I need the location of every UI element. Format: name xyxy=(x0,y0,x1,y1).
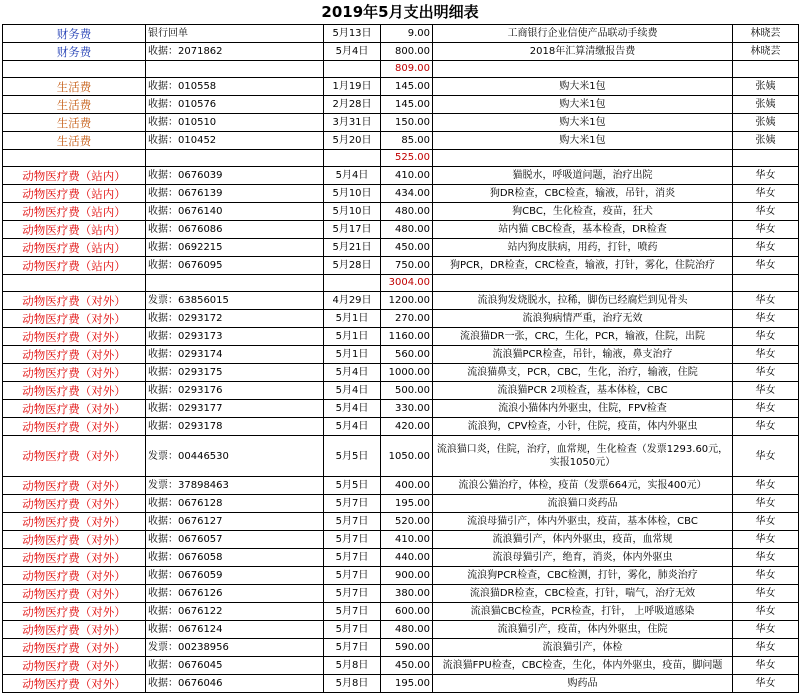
receipt-cell: 发票：63856015 xyxy=(146,292,324,310)
table-row xyxy=(3,549,799,567)
empty-cell xyxy=(146,275,324,292)
amount-cell: 520.00 xyxy=(381,513,433,531)
date-cell: 5月10日 xyxy=(324,203,381,221)
table-row xyxy=(3,400,799,418)
description-cell: 流浪小猫体内外驱虫，住院，FPV检查 xyxy=(433,400,733,418)
date-cell: 4月29日 xyxy=(324,292,381,310)
table-row xyxy=(3,639,799,657)
category-cell: 动物医疗费（对外） xyxy=(3,549,146,567)
amount-cell: 195.00 xyxy=(381,675,433,693)
person-cell: 华女 xyxy=(733,203,799,221)
subtotal-cell: 525.00 xyxy=(381,150,433,167)
table-row xyxy=(3,25,799,43)
table-row xyxy=(3,96,799,114)
person-cell: 华女 xyxy=(733,513,799,531)
date-cell: 3月31日 xyxy=(324,114,381,132)
subtotal-cell: 809.00 xyxy=(381,61,433,78)
empty-cell xyxy=(733,150,799,167)
category-cell: 动物医疗费（对外） xyxy=(3,382,146,400)
category-cell: 动物医疗费（对外） xyxy=(3,477,146,495)
table-row xyxy=(3,621,799,639)
amount-cell: 900.00 xyxy=(381,567,433,585)
description-cell: 流浪猫PCR检查，吊针，输液，鼻支治疗 xyxy=(433,346,733,364)
table-row xyxy=(3,292,799,310)
date-cell: 5月4日 xyxy=(324,167,381,185)
receipt-cell: 收据：010576 xyxy=(146,96,324,114)
person-cell: 华女 xyxy=(733,328,799,346)
category-cell: 动物医疗费（对外） xyxy=(3,418,146,436)
person-cell: 华女 xyxy=(733,221,799,239)
date-cell: 1月19日 xyxy=(324,78,381,96)
empty-cell xyxy=(324,150,381,167)
amount-cell: 150.00 xyxy=(381,114,433,132)
amount-cell: 500.00 xyxy=(381,382,433,400)
table-row xyxy=(3,513,799,531)
receipt-cell: 收据：010558 xyxy=(146,78,324,96)
table-row xyxy=(3,43,799,61)
amount-cell: 600.00 xyxy=(381,603,433,621)
receipt-cell: 收据：0676039 xyxy=(146,167,324,185)
person-cell: 华女 xyxy=(733,657,799,675)
table-row xyxy=(3,132,799,150)
receipt-cell: 收据：0293175 xyxy=(146,364,324,382)
date-cell: 5月7日 xyxy=(324,549,381,567)
date-cell: 5月4日 xyxy=(324,43,381,61)
date-cell: 5月28日 xyxy=(324,257,381,275)
table-row xyxy=(3,585,799,603)
category-cell: 动物医疗费（站内） xyxy=(3,257,146,275)
empty-cell xyxy=(146,150,324,167)
date-cell: 5月7日 xyxy=(324,585,381,603)
category-cell: 动物医疗费（对外） xyxy=(3,292,146,310)
category-cell: 动物医疗费（站内） xyxy=(3,239,146,257)
description-cell: 狗CBC，生化检查，疫苗，狂犬 xyxy=(433,203,733,221)
category-cell: 动物医疗费（对外） xyxy=(3,513,146,531)
date-cell: 5月5日 xyxy=(324,436,381,477)
amount-cell: 380.00 xyxy=(381,585,433,603)
subtotal-row xyxy=(3,275,799,292)
date-cell: 5月7日 xyxy=(324,639,381,657)
empty-cell xyxy=(433,275,733,292)
description-cell: 购大米1包 xyxy=(433,132,733,150)
description-cell: 流浪猫FPU检查，CBC检查，生化，体内外驱虫，疫苗，脚问题 xyxy=(433,657,733,675)
amount-cell: 450.00 xyxy=(381,239,433,257)
category-cell: 动物医疗费（对外） xyxy=(3,531,146,549)
category-cell: 财务费 xyxy=(3,25,146,43)
person-cell: 华女 xyxy=(733,292,799,310)
table-row xyxy=(3,675,799,693)
description-cell: 流浪母猫引产，绝育，消炎，体内外驱虫 xyxy=(433,549,733,567)
description-cell: 流浪猫鼻支，PCR，CBC，生化，治疗，输液，住院 xyxy=(433,364,733,382)
amount-cell: 750.00 xyxy=(381,257,433,275)
table-row xyxy=(3,418,799,436)
receipt-cell: 发票：00238956 xyxy=(146,639,324,657)
person-cell: 华女 xyxy=(733,257,799,275)
amount-cell: 400.00 xyxy=(381,477,433,495)
date-cell: 5月4日 xyxy=(324,400,381,418)
receipt-cell: 收据：0676059 xyxy=(146,567,324,585)
receipt-cell: 银行回单 xyxy=(146,25,324,43)
person-cell: 华女 xyxy=(733,364,799,382)
receipt-cell: 收据：0676128 xyxy=(146,495,324,513)
receipt-cell: 收据：0676086 xyxy=(146,221,324,239)
date-cell: 2月28日 xyxy=(324,96,381,114)
empty-cell xyxy=(433,61,733,78)
category-cell: 动物医疗费（对外） xyxy=(3,639,146,657)
category-cell: 动物医疗费（站内） xyxy=(3,185,146,203)
empty-cell xyxy=(733,61,799,78)
amount-cell: 1000.00 xyxy=(381,364,433,382)
date-cell: 5月21日 xyxy=(324,239,381,257)
empty-cell xyxy=(324,275,381,292)
person-cell: 华女 xyxy=(733,167,799,185)
category-cell: 动物医疗费（对外） xyxy=(3,675,146,693)
category-cell: 动物医疗费（对外） xyxy=(3,310,146,328)
date-cell: 5月5日 xyxy=(324,477,381,495)
date-cell: 5月20日 xyxy=(324,132,381,150)
subtotal-row xyxy=(3,61,799,78)
category-cell: 动物医疗费（对外） xyxy=(3,603,146,621)
category-cell: 动物医疗费（站内） xyxy=(3,221,146,239)
category-cell: 动物医疗费（对外） xyxy=(3,621,146,639)
description-cell: 购大米1包 xyxy=(433,78,733,96)
empty-cell xyxy=(433,150,733,167)
table-row xyxy=(3,567,799,585)
person-cell: 华女 xyxy=(733,239,799,257)
receipt-cell: 收据：0676140 xyxy=(146,203,324,221)
person-cell: 林晓芸 xyxy=(733,25,799,43)
amount-cell: 1050.00 xyxy=(381,436,433,477)
date-cell: 5月1日 xyxy=(324,346,381,364)
description-cell: 流浪猫引产，疫苗，体内外驱虫，住院 xyxy=(433,621,733,639)
description-cell: 狗PCR，DR检查，CRC检查，输液，打针，雾化，住院治疗 xyxy=(433,257,733,275)
description-cell: 流浪狗，CPV检查，小针，住院，疫苗，体内外驱虫 xyxy=(433,418,733,436)
person-cell: 张姨 xyxy=(733,78,799,96)
date-cell: 5月10日 xyxy=(324,185,381,203)
description-cell: 站内猫 CBC检查，基本检查，DR检查 xyxy=(433,221,733,239)
category-cell: 财务费 xyxy=(3,43,146,61)
person-cell: 林晓芸 xyxy=(733,43,799,61)
amount-cell: 800.00 xyxy=(381,43,433,61)
person-cell: 华女 xyxy=(733,495,799,513)
receipt-cell: 发票：00446530 xyxy=(146,436,324,477)
table-row xyxy=(3,239,799,257)
receipt-cell: 收据：0676057 xyxy=(146,531,324,549)
date-cell: 5月13日 xyxy=(324,25,381,43)
sheet-title: 2019年5月支出明细表 xyxy=(321,3,479,21)
amount-cell: 560.00 xyxy=(381,346,433,364)
person-cell: 华女 xyxy=(733,567,799,585)
table-row xyxy=(3,203,799,221)
table-row xyxy=(3,167,799,185)
date-cell: 5月1日 xyxy=(324,328,381,346)
category-cell: 动物医疗费（对外） xyxy=(3,495,146,513)
category-cell: 动物医疗费（对外） xyxy=(3,346,146,364)
expense-table xyxy=(2,24,799,693)
receipt-cell: 收据：0692215 xyxy=(146,239,324,257)
description-cell: 流浪狗发烧脱水，拉稀，脚伤已经腐烂到见骨头 xyxy=(433,292,733,310)
table-row xyxy=(3,257,799,275)
subtotal-cell: 3004.00 xyxy=(381,275,433,292)
amount-cell: 480.00 xyxy=(381,203,433,221)
table-row xyxy=(3,495,799,513)
date-cell: 5月17日 xyxy=(324,221,381,239)
category-cell: 动物医疗费（对外） xyxy=(3,436,146,477)
date-cell: 5月7日 xyxy=(324,495,381,513)
person-cell: 华女 xyxy=(733,603,799,621)
receipt-cell: 收据：0676127 xyxy=(146,513,324,531)
person-cell: 华女 xyxy=(733,400,799,418)
amount-cell: 9.00 xyxy=(381,25,433,43)
category-cell: 生活费 xyxy=(3,78,146,96)
receipt-cell: 收据：0676095 xyxy=(146,257,324,275)
person-cell: 华女 xyxy=(733,639,799,657)
description-cell: 流浪猫PCR 2项检查，基本体检，CBC xyxy=(433,382,733,400)
amount-cell: 195.00 xyxy=(381,495,433,513)
amount-cell: 434.00 xyxy=(381,185,433,203)
empty-cell xyxy=(733,275,799,292)
date-cell: 5月8日 xyxy=(324,657,381,675)
empty-cell xyxy=(146,61,324,78)
table-row xyxy=(3,477,799,495)
person-cell: 华女 xyxy=(733,382,799,400)
amount-cell: 330.00 xyxy=(381,400,433,418)
amount-cell: 450.00 xyxy=(381,657,433,675)
date-cell: 5月7日 xyxy=(324,567,381,585)
table-row xyxy=(3,346,799,364)
table-row xyxy=(3,436,799,477)
receipt-cell: 收据：010510 xyxy=(146,114,324,132)
receipt-cell: 收据：0293176 xyxy=(146,382,324,400)
description-cell: 流浪猫CBC检查，PCR检查，打针， 上呼吸道感染 xyxy=(433,603,733,621)
category-cell: 动物医疗费（对外） xyxy=(3,364,146,382)
table-row xyxy=(3,364,799,382)
date-cell: 5月4日 xyxy=(324,418,381,436)
empty-cell xyxy=(3,275,146,292)
person-cell: 张姨 xyxy=(733,114,799,132)
description-cell: 狗DR检查，CBC检查，输液，吊针，消炎 xyxy=(433,185,733,203)
category-cell: 动物医疗费（对外） xyxy=(3,567,146,585)
receipt-cell: 收据：0293178 xyxy=(146,418,324,436)
amount-cell: 145.00 xyxy=(381,96,433,114)
description-cell: 流浪母猫引产，体内外驱虫，疫苗，基本体检，CBC xyxy=(433,513,733,531)
table-row xyxy=(3,531,799,549)
date-cell: 5月4日 xyxy=(324,364,381,382)
empty-cell xyxy=(3,61,146,78)
person-cell: 华女 xyxy=(733,418,799,436)
empty-cell xyxy=(324,61,381,78)
receipt-cell: 收据：0293173 xyxy=(146,328,324,346)
receipt-cell: 收据：0293177 xyxy=(146,400,324,418)
date-cell: 5月8日 xyxy=(324,675,381,693)
person-cell: 华女 xyxy=(733,346,799,364)
receipt-cell: 收据：0676122 xyxy=(146,603,324,621)
category-cell: 动物医疗费（站内） xyxy=(3,203,146,221)
table-row xyxy=(3,114,799,132)
amount-cell: 85.00 xyxy=(381,132,433,150)
person-cell: 华女 xyxy=(733,185,799,203)
description-cell: 流浪猫引产，体内外驱虫，疫苗，血常规 xyxy=(433,531,733,549)
date-cell: 5月1日 xyxy=(324,310,381,328)
date-cell: 5月7日 xyxy=(324,603,381,621)
description-cell: 购大米1包 xyxy=(433,114,733,132)
person-cell: 华女 xyxy=(733,585,799,603)
description-cell: 2018年汇算清缴报告费 xyxy=(433,43,733,61)
table-row xyxy=(3,185,799,203)
category-cell: 动物医疗费（对外） xyxy=(3,400,146,418)
category-cell: 生活费 xyxy=(3,96,146,114)
receipt-cell: 收据：2071862 xyxy=(146,43,324,61)
table-row xyxy=(3,221,799,239)
empty-cell xyxy=(3,150,146,167)
description-cell: 流浪猫DR一张，CRC，生化，PCR，输液，住院，出院 xyxy=(433,328,733,346)
table-row xyxy=(3,382,799,400)
date-cell: 5月4日 xyxy=(324,382,381,400)
receipt-cell: 发票：37898463 xyxy=(146,477,324,495)
table-row xyxy=(3,310,799,328)
date-cell: 5月7日 xyxy=(324,531,381,549)
date-cell: 5月7日 xyxy=(324,621,381,639)
receipt-cell: 收据：0676045 xyxy=(146,657,324,675)
person-cell: 华女 xyxy=(733,310,799,328)
description-cell: 流浪猫口炎，住院，治疗，血常规，生化检查（发票1293.60元，实报1050元） xyxy=(433,436,733,477)
description-cell: 购大米1包 xyxy=(433,96,733,114)
person-cell: 张姨 xyxy=(733,96,799,114)
description-cell: 流浪猫口炎药品 xyxy=(433,495,733,513)
category-cell: 动物医疗费（对外） xyxy=(3,585,146,603)
person-cell: 华女 xyxy=(733,549,799,567)
description-cell: 猫脱水，呼吸道问题，治疗出院 xyxy=(433,167,733,185)
person-cell: 华女 xyxy=(733,531,799,549)
receipt-cell: 收据：0676058 xyxy=(146,549,324,567)
person-cell: 张姨 xyxy=(733,132,799,150)
amount-cell: 480.00 xyxy=(381,621,433,639)
description-cell: 站内狗皮肤病，用药，打针，喷药 xyxy=(433,239,733,257)
description-cell: 流浪公猫治疗，体检，疫苗（发票664元，实报400元） xyxy=(433,477,733,495)
amount-cell: 410.00 xyxy=(381,531,433,549)
amount-cell: 270.00 xyxy=(381,310,433,328)
category-cell: 生活费 xyxy=(3,114,146,132)
amount-cell: 410.00 xyxy=(381,167,433,185)
amount-cell: 480.00 xyxy=(381,221,433,239)
amount-cell: 1200.00 xyxy=(381,292,433,310)
amount-cell: 440.00 xyxy=(381,549,433,567)
receipt-cell: 收据：0293172 xyxy=(146,310,324,328)
amount-cell: 590.00 xyxy=(381,639,433,657)
receipt-cell: 收据：0676124 xyxy=(146,621,324,639)
description-cell: 流浪狗PCR检查，CBC检测，打针，雾化，肺炎治疗 xyxy=(433,567,733,585)
receipt-cell: 收据：010452 xyxy=(146,132,324,150)
table-row xyxy=(3,328,799,346)
description-cell: 流浪狗病情严重，治疗无效 xyxy=(433,310,733,328)
person-cell: 华女 xyxy=(733,436,799,477)
receipt-cell: 收据：0676139 xyxy=(146,185,324,203)
receipt-cell: 收据：0293174 xyxy=(146,346,324,364)
category-cell: 生活费 xyxy=(3,132,146,150)
table-row xyxy=(3,603,799,621)
table-row xyxy=(3,78,799,96)
date-cell: 5月7日 xyxy=(324,513,381,531)
category-cell: 动物医疗费（对外） xyxy=(3,328,146,346)
description-cell: 工商银行企业信使产品联动手续费 xyxy=(433,25,733,43)
receipt-cell: 收据：0676126 xyxy=(146,585,324,603)
receipt-cell: 收据：0676046 xyxy=(146,675,324,693)
category-cell: 动物医疗费（站内） xyxy=(3,167,146,185)
description-cell: 购药品 xyxy=(433,675,733,693)
description-cell: 流浪猫引产，体检 xyxy=(433,639,733,657)
person-cell: 华女 xyxy=(733,675,799,693)
person-cell: 华女 xyxy=(733,621,799,639)
amount-cell: 145.00 xyxy=(381,78,433,96)
description-cell: 流浪猫DR检查，CBC检查，打针，喘气，治疗无效 xyxy=(433,585,733,603)
category-cell: 动物医疗费（对外） xyxy=(3,657,146,675)
amount-cell: 420.00 xyxy=(381,418,433,436)
person-cell: 华女 xyxy=(733,477,799,495)
subtotal-row xyxy=(3,150,799,167)
amount-cell: 1160.00 xyxy=(381,328,433,346)
